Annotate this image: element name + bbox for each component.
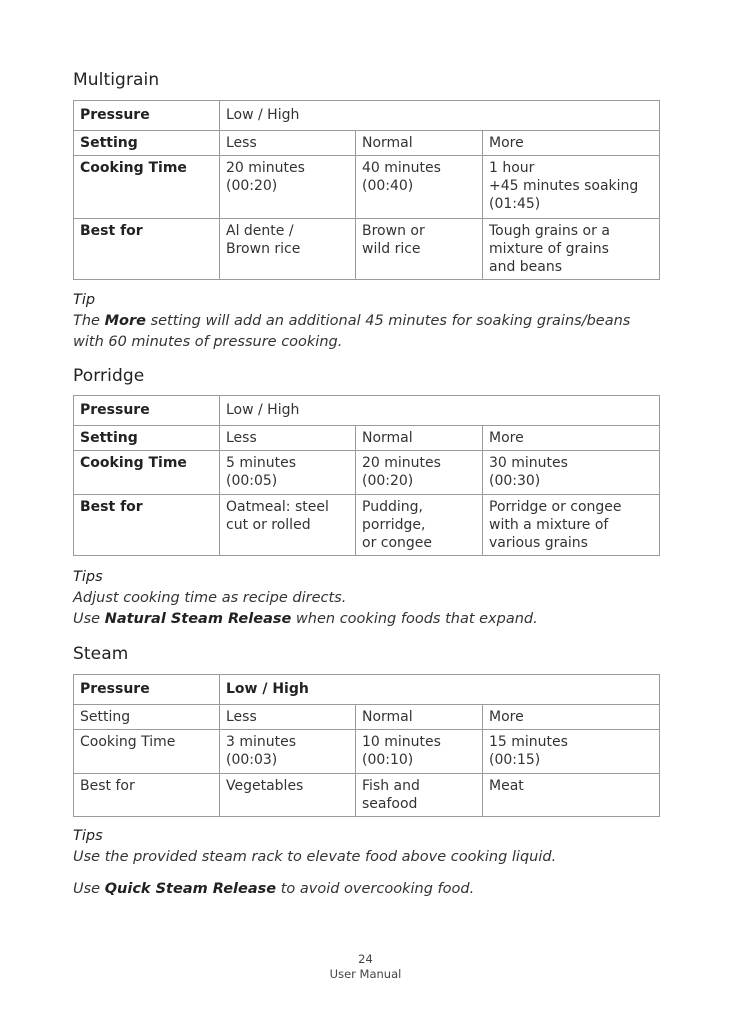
cooking-time-less (220, 156, 356, 219)
tip-text: to avoid overcooking food. (276, 881, 475, 897)
porridge-table (73, 395, 660, 556)
cell-line: (00:15) (489, 752, 541, 768)
section-title-porridge: Porridge (73, 366, 145, 386)
row-label-setting: Setting (74, 131, 220, 156)
cooking-time-more (483, 730, 660, 774)
cell-line: 40 minutes (362, 160, 441, 176)
steam-table (73, 674, 660, 817)
tip-text: Adjust cooking time as recipe directs. (73, 590, 347, 606)
table-row-best-for (74, 495, 660, 556)
cell-line: (00:03) (226, 752, 278, 768)
tip-line (73, 847, 673, 868)
cell-line: (00:05) (226, 473, 278, 489)
cooking-time-less (220, 730, 356, 774)
cell-line: Brown rice (226, 241, 301, 257)
tip-line (73, 311, 673, 332)
cell-line: Vegetables (226, 778, 304, 794)
best-for-more (483, 495, 660, 556)
tip-text: setting will add an additional 45 minutes for soaking grains/beans (145, 313, 631, 329)
row-label-best-for: Best for (74, 495, 220, 556)
cell-line: porridge, (362, 517, 426, 533)
tip-text: Use the provided steam rack to elevate food above cooking liquid. (73, 849, 557, 865)
table-row-cooking-time (74, 156, 660, 219)
cell-line: (00:20) (226, 178, 278, 194)
cell-line: or congee (362, 535, 433, 551)
setting-less: Less (220, 426, 356, 451)
cell-line: mixture of grains (489, 241, 609, 257)
tip-line (73, 609, 673, 630)
setting-less: Less (220, 131, 356, 156)
cell-line: (01:45) (489, 196, 541, 212)
cell-line: Meat (489, 778, 524, 794)
cell-line: 10 minutes (362, 734, 441, 750)
setting-normal: Normal (356, 705, 483, 730)
cell-line: Oatmeal: steel (226, 499, 329, 515)
row-label-cooking-time: Cooking Time (74, 156, 220, 219)
section-title-multigrain: Multigrain (73, 70, 160, 90)
best-for-more (483, 774, 660, 817)
cell-line: wild rice (362, 241, 421, 257)
tip-line (73, 588, 673, 609)
table-row-pressure (74, 101, 660, 131)
row-label-pressure: Pressure (74, 396, 220, 426)
pressure-value: Low / High (220, 101, 660, 131)
table-row-cooking-time (74, 451, 660, 495)
footer-label: User Manual (329, 967, 402, 981)
tips-heading: Tips (73, 569, 103, 585)
setting-more: More (483, 705, 660, 730)
cooking-time-normal (356, 451, 483, 495)
cell-line: 30 minutes (489, 455, 568, 471)
row-label-setting: Setting (74, 705, 220, 730)
row-label-best-for: Best for (74, 219, 220, 280)
cell-line: 5 minutes (226, 455, 297, 471)
best-for-less (220, 219, 356, 280)
cell-line: (00:20) (362, 473, 414, 489)
best-for-more (483, 219, 660, 280)
cell-line: with a mixture of (489, 517, 609, 533)
row-label-setting: Setting (74, 426, 220, 451)
tips-block-steam (73, 826, 673, 900)
row-label-pressure: Pressure (74, 101, 220, 131)
cell-line: and beans (489, 259, 563, 275)
cell-line: (00:30) (489, 473, 541, 489)
cell-line: (00:40) (362, 178, 414, 194)
best-for-normal (356, 495, 483, 556)
best-for-normal (356, 219, 483, 280)
tip-line (73, 332, 673, 353)
tip-emphasis: Natural Steam Release (104, 611, 292, 627)
cell-line: cut or rolled (226, 517, 311, 533)
table-row-setting (74, 705, 660, 730)
cell-line: various grains (489, 535, 588, 551)
best-for-normal (356, 774, 483, 817)
tip-emphasis: Quick Steam Release (104, 881, 277, 897)
cell-line: Pudding, (362, 499, 423, 515)
setting-normal: Normal (356, 131, 483, 156)
cell-line: 1 hour (489, 160, 535, 176)
tips-block-multigrain (73, 290, 673, 353)
cooking-time-more (483, 451, 660, 495)
table-row-setting (74, 426, 660, 451)
setting-more: More (483, 131, 660, 156)
tip-text: Use (73, 881, 105, 897)
cell-line: 20 minutes (362, 455, 441, 471)
tip-text: when cooking foods that expand. (291, 611, 538, 627)
tips-heading: Tip (73, 292, 96, 308)
best-for-less (220, 495, 356, 556)
row-label-cooking-time: Cooking Time (74, 451, 220, 495)
setting-more: More (483, 426, 660, 451)
tip-emphasis: More (104, 313, 146, 329)
cell-line: Tough grains or a (489, 223, 610, 239)
multigrain-table (73, 100, 660, 280)
cell-line: Porridge or congee (489, 499, 622, 515)
cell-line: 20 minutes (226, 160, 305, 176)
page-footer (0, 952, 731, 982)
cell-line: +45 minutes soaking (489, 178, 639, 194)
cooking-time-normal (356, 730, 483, 774)
table-row-setting (74, 131, 660, 156)
cell-line: 15 minutes (489, 734, 568, 750)
pressure-value: Low / High (220, 675, 660, 705)
table-row-best-for (74, 219, 660, 280)
row-label-cooking-time: Cooking Time (74, 730, 220, 774)
cell-line: Brown or (362, 223, 425, 239)
tip-text: with 60 minutes of pressure cooking. (73, 334, 343, 350)
setting-less: Less (220, 705, 356, 730)
cooking-time-more (483, 156, 660, 219)
setting-normal: Normal (356, 426, 483, 451)
row-label-best-for: Best for (74, 774, 220, 817)
cell-line: 3 minutes (226, 734, 297, 750)
tips-heading: Tips (73, 828, 103, 844)
page-number: 24 (358, 952, 373, 966)
table-row-cooking-time (74, 730, 660, 774)
cooking-time-less (220, 451, 356, 495)
best-for-less (220, 774, 356, 817)
tip-line (73, 879, 673, 900)
tip-text: The (73, 313, 105, 329)
cell-line: (00:10) (362, 752, 414, 768)
cell-line: Fish and (362, 778, 420, 794)
table-row-best-for (74, 774, 660, 817)
pressure-value: Low / High (220, 396, 660, 426)
cell-line: Al dente / (226, 223, 294, 239)
cooking-time-normal (356, 156, 483, 219)
table-row-pressure (74, 396, 660, 426)
tip-text: Use (73, 611, 105, 627)
row-label-pressure: Pressure (74, 675, 220, 705)
table-row-pressure (74, 675, 660, 705)
section-title-steam: Steam (73, 644, 129, 664)
cell-line: seafood (362, 796, 418, 812)
tips-block-porridge (73, 567, 673, 630)
